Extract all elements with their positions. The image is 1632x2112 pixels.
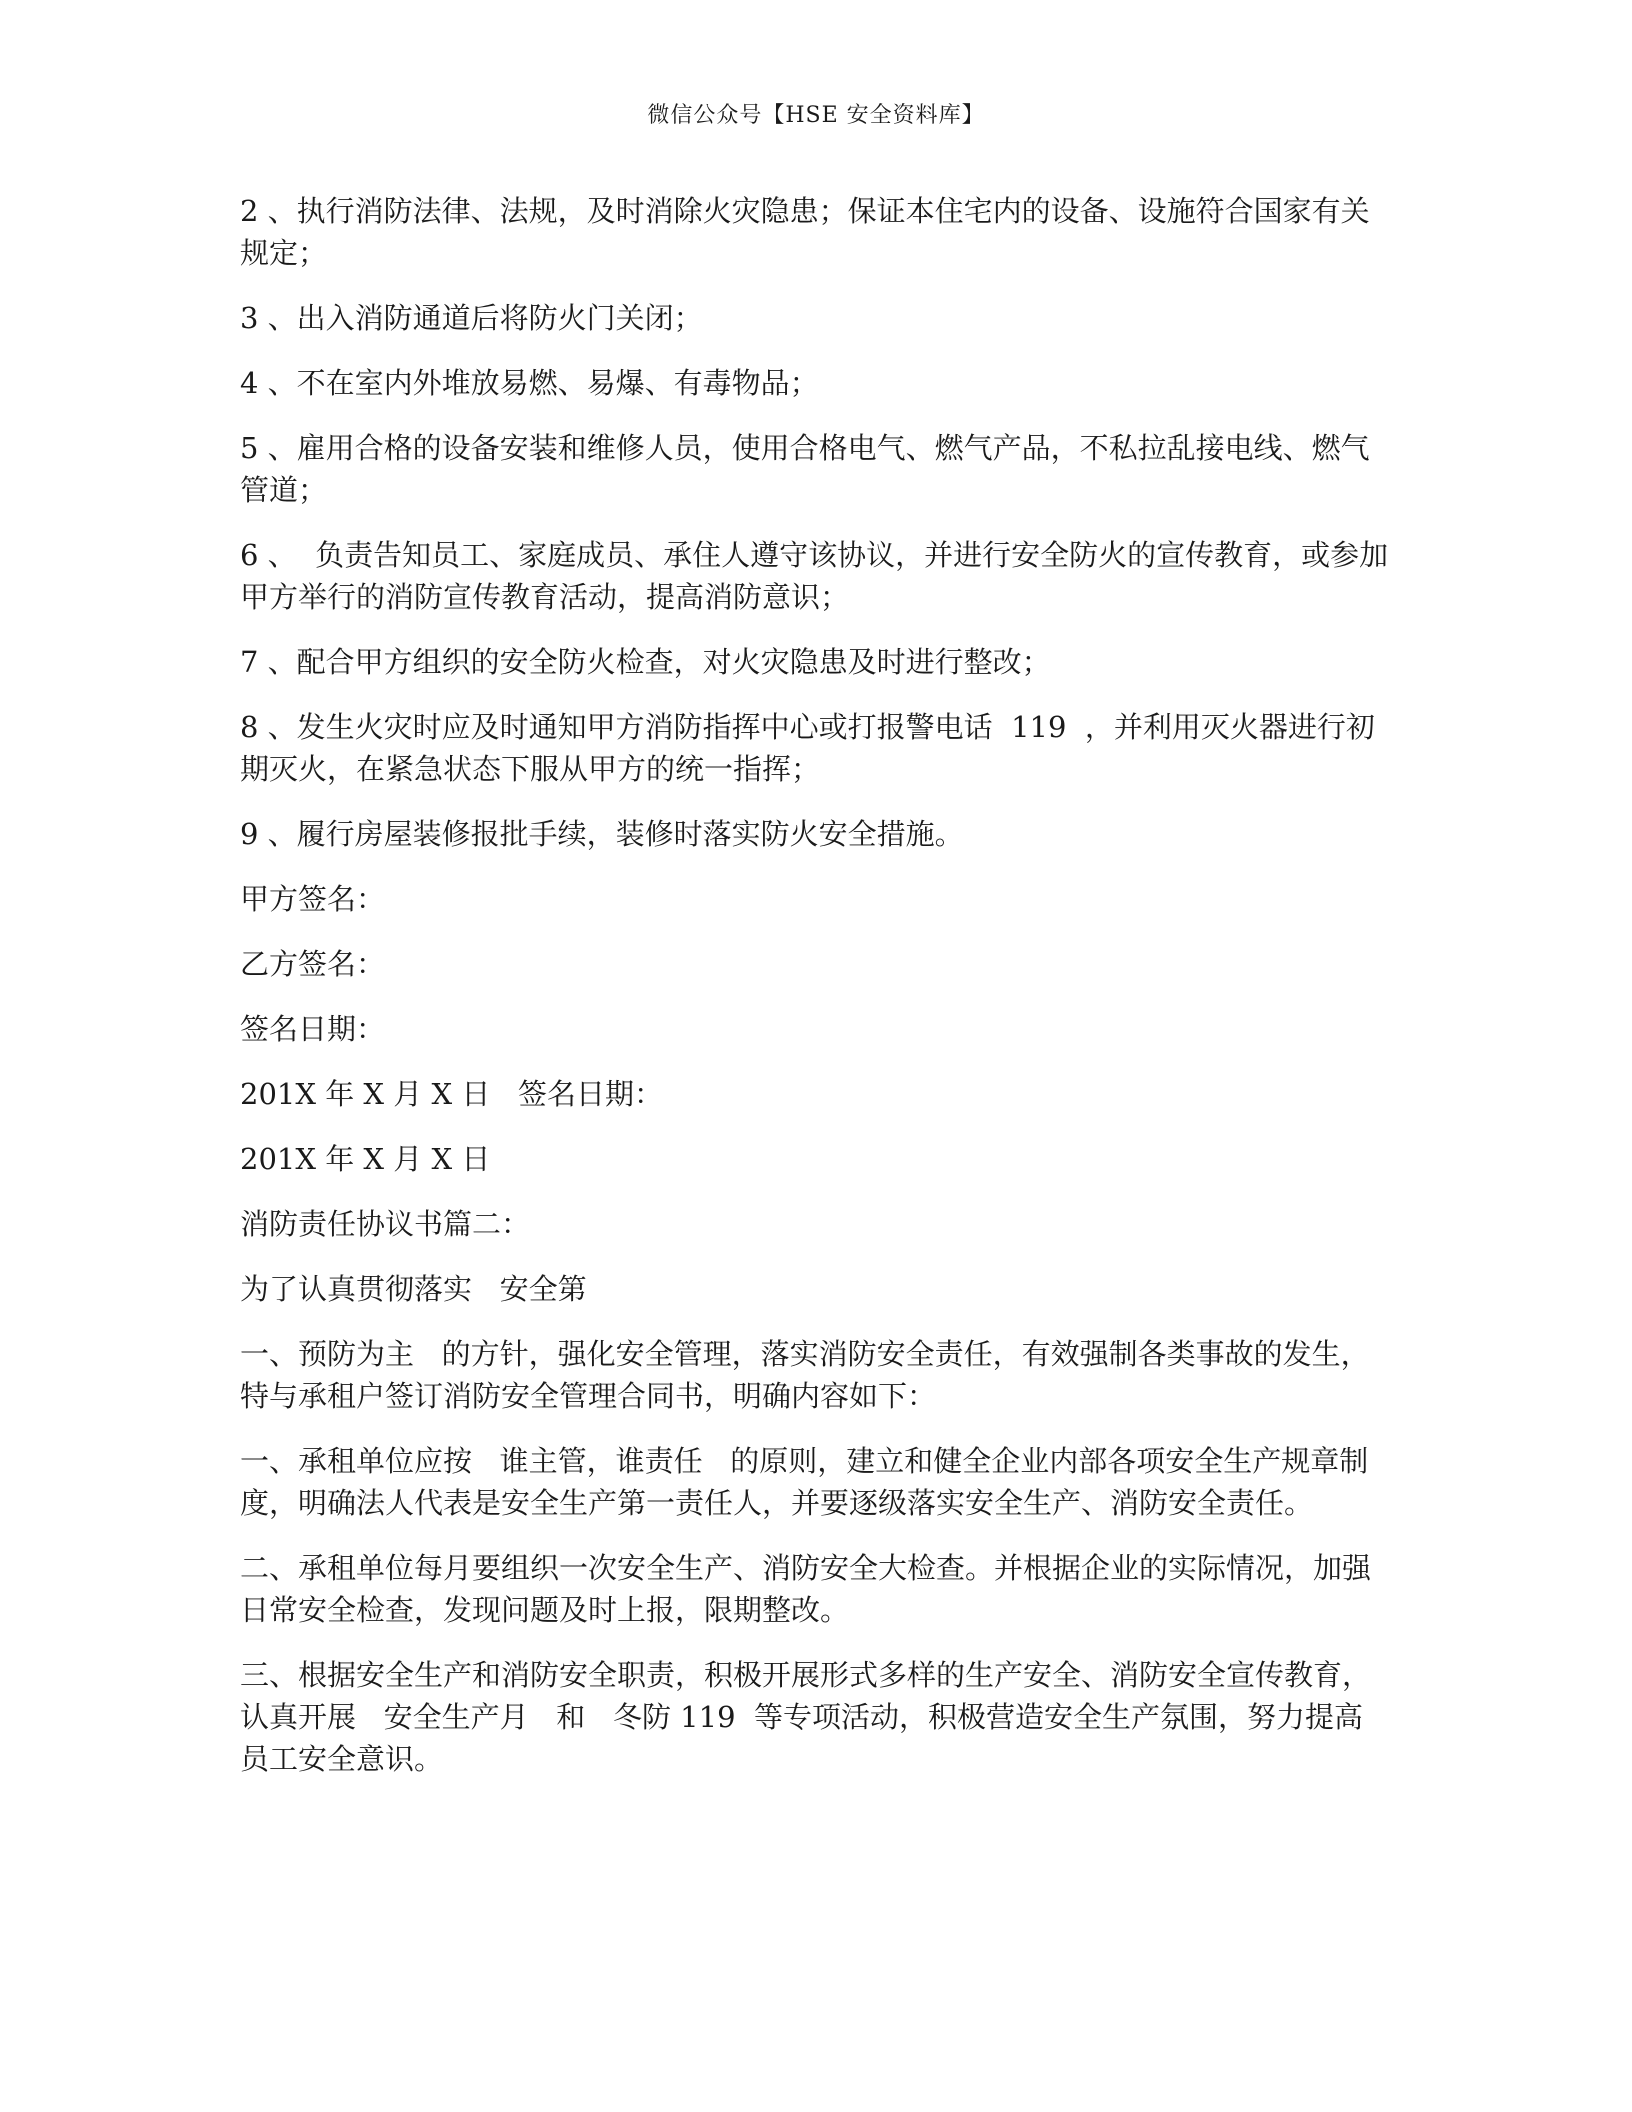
clause-3: 3 、出入消防通道后将防火门关闭； [240,301,703,335]
document-body [240,190,1390,1803]
party-a-signature: 甲方签名： [240,882,386,916]
article-3: 三、根据安全生产和消防安全职责，积极开展形式多样的生产安全、消防安全宣传教育，认真开展 安全生产月 和 冬防 119 等专项活动，积极营造安全生产氛围，努力提高员工安全意识。 [240,1658,1372,1776]
article-1: 一、承租单位应按 谁主管，谁责任 的原则，建立和健全企业内部各项安全生产规章制度，明确法人代表是安全生产第一责任人，并要逐级落实安全生产、消防安全责任。 [240,1444,1369,1520]
clause-9: 9 、履行房屋装修报批手续，装修时落实防火安全措施。 [240,817,964,851]
article-2: 二、承租单位每月要组织一次安全生产、消防安全大检查。并根据企业的实际情况，加强日常安全检查，发现问题及时上报，限期整改。 [240,1551,1372,1627]
intro-line: 为了认真贯彻落实 安全第 [240,1272,587,1306]
clause-8: 8 、发生火灾时应及时通知甲方消防指挥中心或打报警电话 119 ，并利用灭火器进行初期灭火，在紧急状态下服从甲方的统一指挥； [240,710,1375,786]
signature-date-line-1: 201X 年 X 月 X 日 签名日期： [240,1077,664,1111]
clause-2: 2 、执行消防法律、法规，及时消除火灾隐患；保证本住宅内的设备、设施符合国家有关规定； [240,194,1370,270]
signature-date-label: 签名日期： [240,1012,386,1046]
clause-6: 6 、 负责告知员工、家庭成员、承住人遵守该协议，并进行安全防火的宣传教育，或参加甲方举行的消防宣传教育活动，提高消防意识； [240,538,1389,614]
page-header: 微信公众号【HSE 安全资料库】 [647,103,985,128]
clause-7: 7 、配合甲方组织的安全防火检查，对火灾隐患及时进行整改； [240,645,1051,679]
section-title: 消防责任协议书篇二： [240,1207,531,1241]
clause-4: 4 、不在室内外堆放易燃、易爆、有毒物品； [240,366,819,400]
clause-5: 5 、雇用合格的设备安装和维修人员，使用合格电气、燃气产品，不私拉乱接电线、燃气管道； [240,431,1370,507]
signature-date-line-2: 201X 年 X 月 X 日 [240,1142,491,1176]
intro-paragraph: 一、预防为主 的方针，强化安全管理，落实消防安全责任，有效强制各类事故的发生，特与承租户签订消防安全管理合同书，明确内容如下： [240,1337,1370,1413]
party-b-signature: 乙方签名： [240,947,386,981]
